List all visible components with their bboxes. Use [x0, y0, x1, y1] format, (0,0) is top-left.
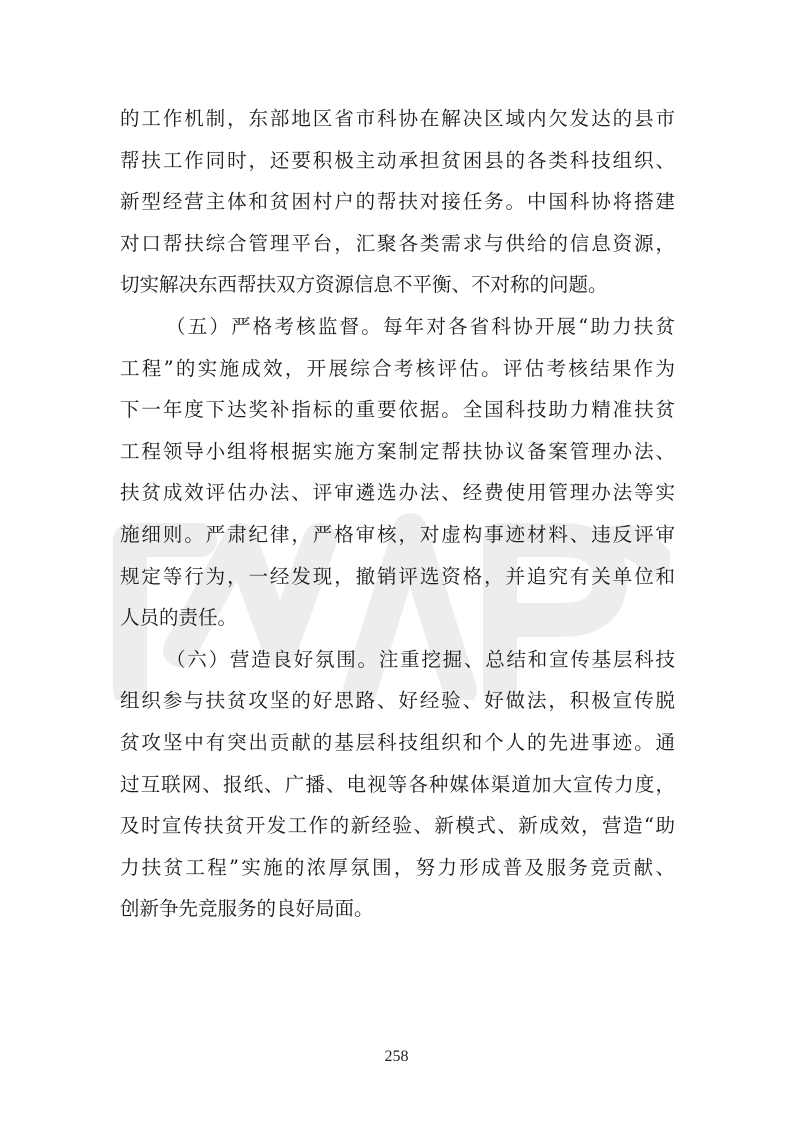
section-heading-line: （五）严格考核监督。每年对各省科协开展“助力扶贫: [166, 314, 675, 338]
text-line: 工程领导小组将根据实施方案制定帮扶协议备案管理办法、: [120, 439, 675, 463]
page-number: 258: [384, 1048, 409, 1065]
text-line: 帮扶工作同时，还要积极主动承担贫困县的各类科技组织、: [120, 148, 675, 172]
paragraph-mechanism: [120, 98, 675, 306]
paragraph-assessment: [120, 306, 675, 639]
text-line: 规定等行为，一经发现，撤销评选资格，并追究有关单位和: [120, 564, 675, 588]
text-line: 及时宣传扶贫开发工作的新经验、新模式、新成效，营造“助: [120, 814, 675, 838]
text-line: 人员的责任。: [120, 606, 238, 630]
paragraph-atmosphere: [120, 639, 675, 930]
text-line: 贫攻坚中有突出贡献的基层科技组织和个人的先进事迹。通: [120, 730, 675, 754]
section-heading-line: （六）营造良好氛围。注重挖掘、总结和宣传基层科技: [166, 647, 675, 671]
text-line: 对口帮扶综合管理平台，汇聚各类需求与供给的信息资源，: [120, 231, 675, 255]
text-line: 施细则。严肃纪律，严格审核，对虚构事迹材料、违反评审: [120, 522, 675, 546]
body-text: [120, 98, 675, 930]
text-line: 新型经营主体和贫困村户的帮扶对接任务。中国科协将搭建: [120, 190, 675, 214]
text-line: 创新争先竞服务的良好局面。: [120, 897, 374, 921]
text-line: 过互联网、报纸、广播、电视等各种媒体渠道加大宣传力度，: [120, 772, 675, 796]
text-line: 切实解决东西帮扶双方资源信息不平衡、不对称的问题。: [120, 273, 608, 297]
text-line: 的工作机制，东部地区省市科协在解决区域内欠发达的县市: [120, 107, 675, 130]
text-line: 组织参与扶贫攻坚的好思路、好经验、好做法，积极宣传脱: [120, 689, 675, 713]
text-line: 扶贫成效评估办法、评审遴选办法、经费使用管理办法等实: [120, 481, 675, 505]
text-line: 力扶贫工程”实施的浓厚氛围，努力形成普及服务竞贡献、: [120, 855, 675, 879]
text-line: 下一年度下达奖补指标的重要依据。全国科技助力精准扶贫: [120, 398, 675, 422]
text-line: 工程”的实施成效，开展综合考核评估。评估考核结果作为: [120, 356, 675, 380]
